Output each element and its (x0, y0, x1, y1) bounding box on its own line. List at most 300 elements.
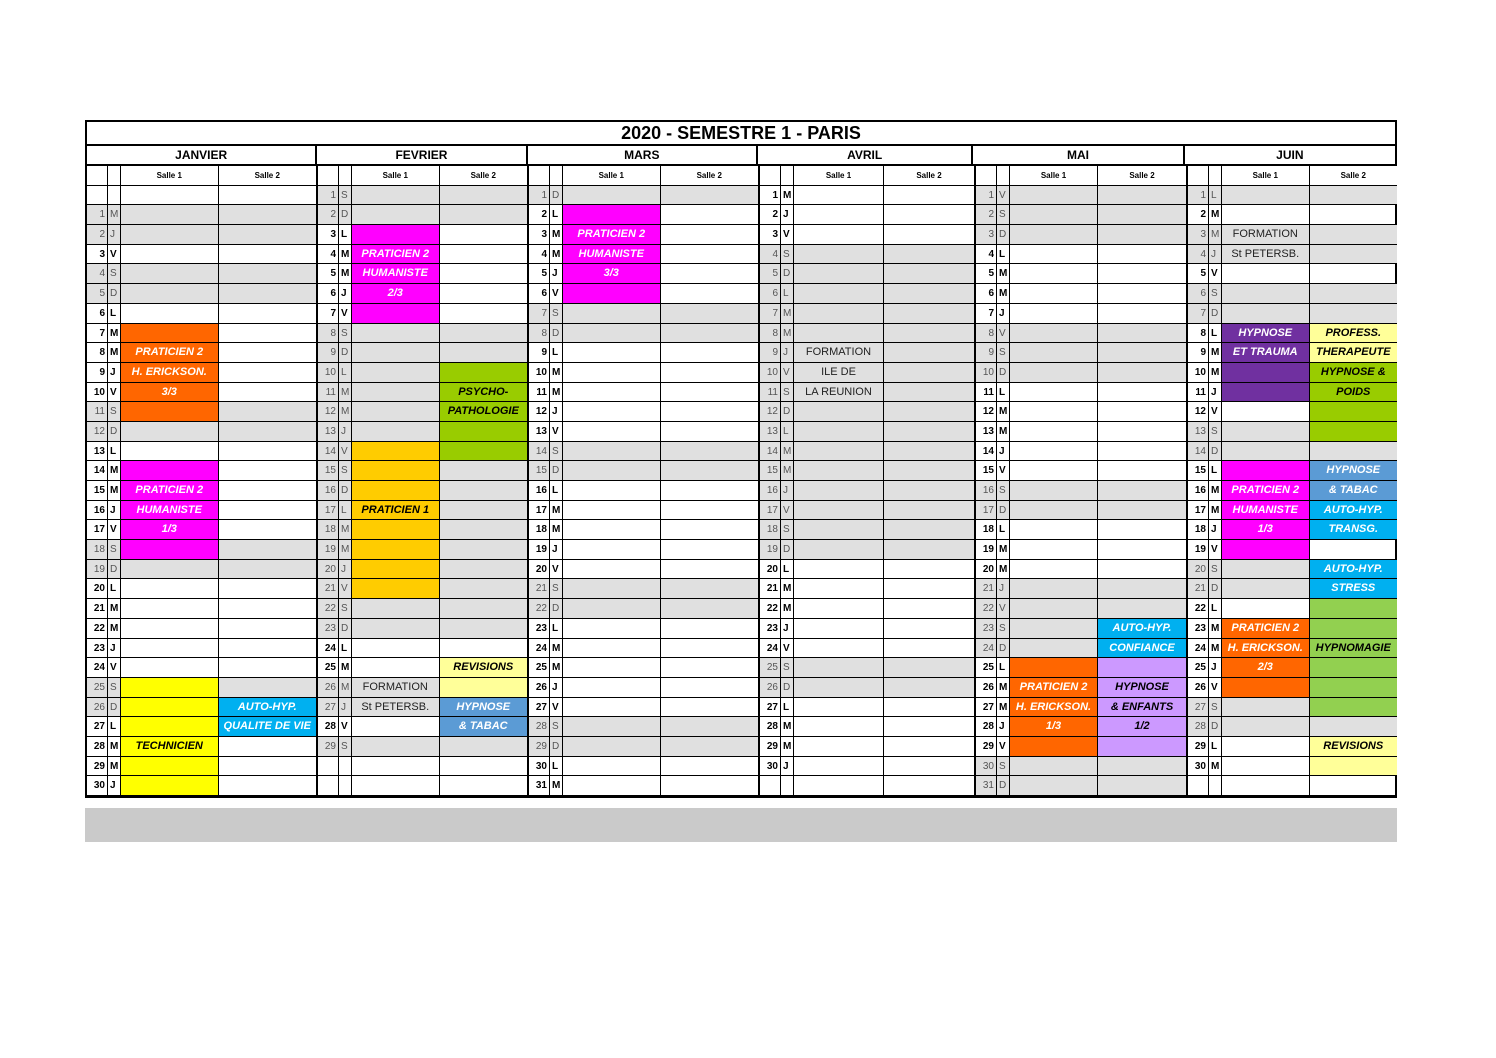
salle-2-slot[interactable] (1098, 245, 1186, 265)
salle-1-slot[interactable] (563, 579, 661, 599)
salle-2-slot[interactable]: HYPNOSE & (1310, 363, 1398, 383)
salle-2-slot[interactable] (884, 461, 974, 481)
salle-2-slot[interactable]: TRANSG. (1310, 520, 1398, 540)
salle-2-slot[interactable] (884, 284, 974, 304)
salle-2-slot[interactable] (219, 579, 317, 599)
salle-2-slot[interactable] (219, 304, 317, 324)
salle-1-slot[interactable] (352, 579, 440, 599)
salle-2-slot[interactable] (440, 264, 528, 284)
salle-2-slot[interactable] (884, 737, 974, 757)
salle-2-slot[interactable] (1310, 264, 1398, 284)
salle-2-slot[interactable] (661, 481, 759, 501)
salle-2-slot[interactable]: THERAPEUTE (1310, 343, 1398, 363)
salle-2-slot[interactable] (884, 658, 974, 678)
salle-2-slot[interactable] (219, 442, 317, 462)
salle-2-slot[interactable] (1098, 520, 1186, 540)
salle-1-slot[interactable] (563, 540, 661, 560)
salle-1-slot[interactable]: H. ERICKSON. (1010, 698, 1098, 718)
salle-2-slot[interactable] (219, 501, 317, 521)
salle-2-slot[interactable] (661, 363, 759, 383)
salle-2-slot[interactable] (219, 324, 317, 344)
salle-1-slot[interactable]: HUMANISTE (121, 501, 219, 521)
salle-1-slot[interactable] (1222, 737, 1310, 757)
salle-1-slot[interactable]: HUMANISTE (563, 245, 661, 265)
salle-1-slot[interactable] (563, 402, 661, 422)
salle-2-slot[interactable]: & TABAC (440, 717, 528, 737)
salle-2-slot[interactable] (1098, 343, 1186, 363)
salle-1-slot[interactable] (1222, 599, 1310, 619)
salle-2-slot[interactable] (440, 205, 528, 225)
salle-2-slot[interactable] (219, 757, 317, 777)
salle-2-slot[interactable] (440, 442, 528, 462)
salle-1-slot[interactable] (794, 324, 884, 344)
salle-1-slot[interactable] (1010, 363, 1098, 383)
salle-2-slot[interactable] (1098, 363, 1186, 383)
salle-2-slot[interactable]: AUTO-HYP. (1310, 501, 1398, 521)
salle-2-slot[interactable] (884, 501, 974, 521)
salle-1-slot[interactable]: FORMATION (794, 343, 884, 363)
salle-2-slot[interactable] (884, 383, 974, 403)
salle-2-slot[interactable] (440, 324, 528, 344)
salle-1-slot[interactable]: 1/3 (121, 520, 219, 540)
salle-2-slot[interactable] (219, 383, 317, 403)
salle-1-slot[interactable] (563, 284, 661, 304)
salle-2-slot[interactable] (661, 501, 759, 521)
salle-2-slot[interactable] (219, 599, 317, 619)
salle-2-slot[interactable] (440, 363, 528, 383)
salle-1-slot[interactable] (1222, 757, 1310, 777)
salle-1-slot[interactable] (352, 658, 440, 678)
salle-1-slot[interactable] (121, 225, 219, 245)
salle-1-slot[interactable]: H. ERICKSON. (121, 363, 219, 383)
salle-2-slot[interactable] (1310, 442, 1398, 462)
salle-2-slot[interactable] (884, 619, 974, 639)
salle-2-slot[interactable] (661, 343, 759, 363)
salle-2-slot[interactable] (1098, 264, 1186, 284)
salle-1-slot[interactable] (563, 461, 661, 481)
salle-2-slot[interactable] (1310, 776, 1398, 796)
salle-1-slot[interactable] (563, 658, 661, 678)
salle-1-slot[interactable] (121, 698, 219, 718)
salle-2-slot[interactable]: REVISIONS (440, 658, 528, 678)
salle-1-slot[interactable] (794, 619, 884, 639)
salle-1-slot[interactable] (1222, 698, 1310, 718)
salle-1-slot[interactable] (1010, 481, 1098, 501)
salle-1-slot[interactable] (1010, 540, 1098, 560)
salle-1-slot[interactable] (794, 757, 884, 777)
salle-1-slot[interactable] (1010, 422, 1098, 442)
salle-2-slot[interactable] (1310, 186, 1398, 206)
salle-2-slot[interactable] (1098, 442, 1186, 462)
salle-1-slot[interactable] (563, 560, 661, 580)
salle-2-slot[interactable]: HYPNOMAGIE (1310, 639, 1398, 659)
salle-2-slot[interactable]: & ENFANTS (1098, 698, 1186, 718)
salle-2-slot[interactable] (884, 678, 974, 698)
salle-2-slot[interactable] (440, 245, 528, 265)
salle-1-slot[interactable] (352, 383, 440, 403)
salle-1-slot[interactable] (352, 442, 440, 462)
salle-1-slot[interactable] (121, 461, 219, 481)
salle-1-slot[interactable] (1222, 579, 1310, 599)
salle-1-slot[interactable] (352, 343, 440, 363)
salle-2-slot[interactable]: PATHOLOGIE (440, 402, 528, 422)
salle-2-slot[interactable]: AUTO-HYP. (219, 698, 317, 718)
salle-1-slot[interactable] (121, 717, 219, 737)
salle-2-slot[interactable] (661, 402, 759, 422)
salle-1-slot[interactable] (794, 678, 884, 698)
salle-2-slot[interactable] (1310, 599, 1398, 619)
salle-1-slot[interactable] (794, 520, 884, 540)
salle-1-slot[interactable] (794, 776, 884, 796)
salle-2-slot[interactable] (661, 698, 759, 718)
salle-2-slot[interactable] (1098, 501, 1186, 521)
salle-2-slot[interactable] (440, 481, 528, 501)
salle-2-slot[interactable] (1310, 540, 1398, 560)
salle-2-slot[interactable] (661, 776, 759, 796)
salle-2-slot[interactable] (884, 540, 974, 560)
salle-1-slot[interactable] (563, 639, 661, 659)
salle-1-slot[interactable]: TECHNICIEN (121, 737, 219, 757)
salle-2-slot[interactable] (884, 225, 974, 245)
salle-1-slot[interactable] (1222, 776, 1310, 796)
salle-2-slot[interactable] (661, 442, 759, 462)
salle-2-slot[interactable] (661, 304, 759, 324)
salle-1-slot[interactable] (121, 776, 219, 796)
salle-1-slot[interactable] (1010, 245, 1098, 265)
salle-1-slot[interactable] (563, 442, 661, 462)
salle-1-slot[interactable] (1222, 186, 1310, 206)
salle-1-slot[interactable]: PRATICIEN 2 (121, 481, 219, 501)
salle-1-slot[interactable]: St PETERSB. (1222, 245, 1310, 265)
salle-1-slot[interactable] (794, 225, 884, 245)
salle-1-slot[interactable] (563, 737, 661, 757)
salle-2-slot[interactable]: HYPNOSE (1310, 461, 1398, 481)
salle-1-slot[interactable] (121, 324, 219, 344)
salle-1-slot[interactable] (352, 520, 440, 540)
salle-1-slot[interactable]: PRATICIEN 2 (563, 225, 661, 245)
salle-1-slot[interactable] (1010, 264, 1098, 284)
salle-1-slot[interactable] (563, 186, 661, 206)
salle-1-slot[interactable] (1222, 284, 1310, 304)
salle-2-slot[interactable] (661, 520, 759, 540)
salle-1-slot[interactable]: 1/3 (1010, 717, 1098, 737)
salle-2-slot[interactable] (1098, 284, 1186, 304)
salle-2-slot[interactable] (884, 717, 974, 737)
salle-1-slot[interactable] (1222, 678, 1310, 698)
salle-2-slot[interactable] (884, 698, 974, 718)
salle-2-slot[interactable] (661, 560, 759, 580)
salle-2-slot[interactable] (1310, 678, 1398, 698)
salle-1-slot[interactable] (121, 639, 219, 659)
salle-1-slot[interactable] (121, 658, 219, 678)
salle-1-slot[interactable] (352, 560, 440, 580)
salle-2-slot[interactable] (219, 225, 317, 245)
salle-2-slot[interactable] (219, 776, 317, 796)
salle-2-slot[interactable] (661, 599, 759, 619)
salle-2-slot[interactable] (219, 363, 317, 383)
salle-1-slot[interactable]: H. ERICKSON. (1222, 639, 1310, 659)
salle-2-slot[interactable] (440, 284, 528, 304)
salle-2-slot[interactable] (1310, 245, 1398, 265)
salle-1-slot[interactable] (121, 560, 219, 580)
salle-2-slot[interactable] (1098, 540, 1186, 560)
salle-2-slot[interactable] (219, 658, 317, 678)
salle-2-slot[interactable] (1098, 757, 1186, 777)
salle-2-slot[interactable] (219, 461, 317, 481)
salle-2-slot[interactable] (884, 245, 974, 265)
salle-2-slot[interactable] (1098, 186, 1186, 206)
salle-1-slot[interactable] (1010, 461, 1098, 481)
salle-2-slot[interactable] (440, 304, 528, 324)
salle-2-slot[interactable] (440, 225, 528, 245)
salle-2-slot[interactable]: HYPNOSE (1098, 678, 1186, 698)
salle-2-slot[interactable] (1098, 481, 1186, 501)
salle-1-slot[interactable]: ET TRAUMA (1222, 343, 1310, 363)
salle-2-slot[interactable] (440, 186, 528, 206)
salle-1-slot[interactable] (794, 698, 884, 718)
salle-1-slot[interactable]: 3/3 (121, 383, 219, 403)
salle-2-slot[interactable]: CONFIANCE (1098, 639, 1186, 659)
salle-1-slot[interactable] (563, 717, 661, 737)
salle-1-slot[interactable] (352, 619, 440, 639)
salle-1-slot[interactable] (1222, 205, 1310, 225)
salle-2-slot[interactable] (1310, 284, 1398, 304)
salle-2-slot[interactable] (661, 540, 759, 560)
salle-2-slot[interactable] (661, 225, 759, 245)
salle-2-slot[interactable] (1098, 383, 1186, 403)
salle-2-slot[interactable] (884, 186, 974, 206)
salle-1-slot[interactable] (563, 422, 661, 442)
salle-1-slot[interactable] (352, 737, 440, 757)
salle-2-slot[interactable] (440, 422, 528, 442)
salle-1-slot[interactable]: HUMANISTE (1222, 501, 1310, 521)
salle-1-slot[interactable] (563, 678, 661, 698)
salle-2-slot[interactable] (219, 619, 317, 639)
salle-1-slot[interactable] (1222, 442, 1310, 462)
salle-2-slot[interactable] (1310, 757, 1398, 777)
salle-2-slot[interactable] (440, 461, 528, 481)
salle-1-slot[interactable]: HUMANISTE (352, 264, 440, 284)
salle-1-slot[interactable] (352, 324, 440, 344)
salle-1-slot[interactable]: PRATICIEN 2 (1010, 678, 1098, 698)
salle-2-slot[interactable] (661, 264, 759, 284)
salle-1-slot[interactable] (1222, 264, 1310, 284)
salle-2-slot[interactable] (661, 579, 759, 599)
salle-1-slot[interactable] (1010, 186, 1098, 206)
salle-2-slot[interactable] (440, 757, 528, 777)
salle-1-slot[interactable] (352, 757, 440, 777)
salle-2-slot[interactable] (440, 639, 528, 659)
salle-1-slot[interactable]: 2/3 (352, 284, 440, 304)
salle-1-slot[interactable] (1222, 717, 1310, 737)
salle-1-slot[interactable] (563, 481, 661, 501)
salle-2-slot[interactable] (661, 678, 759, 698)
salle-1-slot[interactable] (563, 698, 661, 718)
salle-2-slot[interactable]: REVISIONS (1310, 737, 1398, 757)
salle-1-slot[interactable] (794, 658, 884, 678)
salle-1-slot[interactable] (563, 776, 661, 796)
salle-2-slot[interactable] (440, 678, 528, 698)
salle-1-slot[interactable]: 3/3 (563, 264, 661, 284)
salle-2-slot[interactable] (1310, 304, 1398, 324)
salle-2-slot[interactable] (1310, 205, 1398, 225)
salle-2-slot[interactable] (219, 402, 317, 422)
salle-2-slot[interactable] (884, 402, 974, 422)
salle-1-slot[interactable] (352, 186, 440, 206)
salle-1-slot[interactable] (1010, 442, 1098, 462)
salle-2-slot[interactable] (1098, 225, 1186, 245)
salle-2-slot[interactable] (661, 658, 759, 678)
salle-1-slot[interactable] (121, 619, 219, 639)
salle-2-slot[interactable] (219, 186, 317, 206)
salle-2-slot[interactable]: AUTO-HYP. (1098, 619, 1186, 639)
salle-1-slot[interactable] (794, 717, 884, 737)
salle-1-slot[interactable] (1010, 343, 1098, 363)
salle-1-slot[interactable]: PRATICIEN 2 (352, 245, 440, 265)
salle-2-slot[interactable] (219, 343, 317, 363)
salle-1-slot[interactable] (794, 304, 884, 324)
salle-1-slot[interactable] (563, 383, 661, 403)
salle-2-slot[interactable] (884, 560, 974, 580)
salle-2-slot[interactable] (661, 717, 759, 737)
salle-2-slot[interactable] (1310, 698, 1398, 718)
salle-2-slot[interactable] (440, 737, 528, 757)
salle-1-slot[interactable] (1222, 461, 1310, 481)
salle-2-slot[interactable] (661, 324, 759, 344)
salle-1-slot[interactable] (352, 205, 440, 225)
salle-1-slot[interactable] (121, 599, 219, 619)
salle-2-slot[interactable] (884, 599, 974, 619)
salle-1-slot[interactable] (352, 422, 440, 442)
salle-1-slot[interactable] (563, 599, 661, 619)
salle-2-slot[interactable] (440, 776, 528, 796)
salle-1-slot[interactable] (1010, 658, 1098, 678)
salle-2-slot[interactable] (884, 481, 974, 501)
salle-2-slot[interactable] (440, 540, 528, 560)
salle-1-slot[interactable] (563, 205, 661, 225)
salle-1-slot[interactable] (794, 422, 884, 442)
salle-2-slot[interactable] (884, 205, 974, 225)
salle-1-slot[interactable] (1010, 757, 1098, 777)
salle-1-slot[interactable] (1010, 304, 1098, 324)
salle-2-slot[interactable] (1098, 599, 1186, 619)
salle-1-slot[interactable] (794, 540, 884, 560)
salle-2-slot[interactable] (661, 461, 759, 481)
salle-2-slot[interactable] (1310, 619, 1398, 639)
salle-1-slot[interactable] (352, 304, 440, 324)
salle-2-slot[interactable] (661, 422, 759, 442)
salle-2-slot[interactable] (219, 245, 317, 265)
salle-1-slot[interactable] (1222, 363, 1310, 383)
salle-1-slot[interactable] (794, 481, 884, 501)
salle-1-slot[interactable] (794, 205, 884, 225)
salle-1-slot[interactable] (794, 442, 884, 462)
salle-1-slot[interactable]: PRATICIEN 1 (352, 501, 440, 521)
salle-1-slot[interactable] (794, 461, 884, 481)
salle-2-slot[interactable] (884, 264, 974, 284)
salle-2-slot[interactable] (440, 343, 528, 363)
salle-2-slot[interactable] (1310, 402, 1398, 422)
salle-2-slot[interactable] (661, 737, 759, 757)
salle-1-slot[interactable] (1010, 402, 1098, 422)
salle-1-slot[interactable] (794, 264, 884, 284)
salle-2-slot[interactable] (1310, 422, 1398, 442)
salle-1-slot[interactable]: LA REUNION (794, 383, 884, 403)
salle-2-slot[interactable] (219, 264, 317, 284)
salle-2-slot[interactable]: PROFESS. (1310, 324, 1398, 344)
salle-2-slot[interactable]: AUTO-HYP. (1310, 560, 1398, 580)
salle-1-slot[interactable] (121, 402, 219, 422)
salle-2-slot[interactable] (1098, 560, 1186, 580)
salle-1-slot[interactable] (121, 442, 219, 462)
salle-2-slot[interactable] (884, 422, 974, 442)
salle-1-slot[interactable] (121, 264, 219, 284)
salle-2-slot[interactable] (219, 481, 317, 501)
salle-2-slot[interactable] (440, 560, 528, 580)
salle-2-slot[interactable] (884, 520, 974, 540)
salle-1-slot[interactable] (1010, 599, 1098, 619)
salle-1-slot[interactable] (121, 678, 219, 698)
salle-1-slot[interactable] (794, 737, 884, 757)
salle-1-slot[interactable] (1010, 501, 1098, 521)
salle-2-slot[interactable] (661, 619, 759, 639)
salle-2-slot[interactable] (884, 324, 974, 344)
salle-1-slot[interactable] (1010, 776, 1098, 796)
salle-1-slot[interactable] (1010, 324, 1098, 344)
salle-1-slot[interactable] (121, 245, 219, 265)
salle-2-slot[interactable] (1098, 579, 1186, 599)
salle-1-slot[interactable] (352, 776, 440, 796)
salle-2-slot[interactable] (661, 205, 759, 225)
salle-1-slot[interactable] (563, 757, 661, 777)
salle-1-slot[interactable] (794, 186, 884, 206)
salle-1-slot[interactable] (563, 324, 661, 344)
salle-1-slot[interactable]: ILE DE (794, 363, 884, 383)
salle-2-slot[interactable]: QUALITE DE VIE (219, 717, 317, 737)
salle-1-slot[interactable] (352, 481, 440, 501)
salle-1-slot[interactable]: St PETERSB. (352, 698, 440, 718)
salle-1-slot[interactable] (352, 639, 440, 659)
salle-1-slot[interactable] (121, 304, 219, 324)
salle-1-slot[interactable] (352, 402, 440, 422)
salle-2-slot[interactable] (1098, 737, 1186, 757)
salle-2-slot[interactable] (884, 442, 974, 462)
salle-1-slot[interactable] (1010, 520, 1098, 540)
salle-1-slot[interactable] (352, 540, 440, 560)
salle-1-slot[interactable] (563, 304, 661, 324)
salle-2-slot[interactable] (1098, 422, 1186, 442)
salle-1-slot[interactable]: 2/3 (1222, 658, 1310, 678)
salle-1-slot[interactable] (121, 757, 219, 777)
salle-2-slot[interactable] (440, 520, 528, 540)
salle-1-slot[interactable]: FORMATION (1222, 225, 1310, 245)
salle-2-slot[interactable] (219, 540, 317, 560)
salle-1-slot[interactable] (794, 639, 884, 659)
salle-1-slot[interactable] (1010, 639, 1098, 659)
salle-2-slot[interactable] (219, 205, 317, 225)
salle-2-slot[interactable] (440, 501, 528, 521)
salle-2-slot[interactable]: & TABAC (1310, 481, 1398, 501)
salle-1-slot[interactable] (794, 579, 884, 599)
salle-2-slot[interactable]: PSYCHO- (440, 383, 528, 403)
salle-2-slot[interactable] (219, 560, 317, 580)
salle-2-slot[interactable] (219, 284, 317, 304)
salle-2-slot[interactable] (661, 757, 759, 777)
salle-1-slot[interactable]: PRATICIEN 2 (121, 343, 219, 363)
salle-1-slot[interactable]: PRATICIEN 2 (1222, 481, 1310, 501)
salle-1-slot[interactable]: 1/3 (1222, 520, 1310, 540)
salle-2-slot[interactable] (219, 422, 317, 442)
